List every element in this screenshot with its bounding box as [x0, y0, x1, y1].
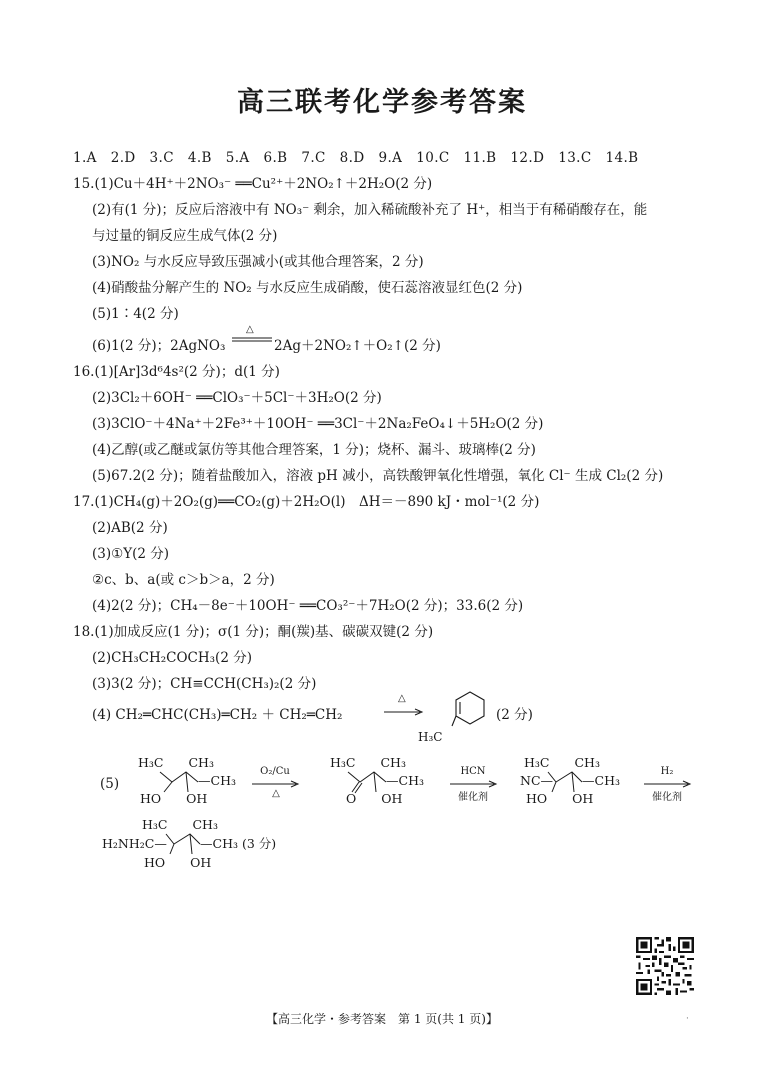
s2-middle: —CH₃	[386, 773, 424, 788]
q18-line-4: (4) CH₂═CHC(CH₃)═CH₂ ＋ CH₂═CH₂	[92, 707, 343, 723]
arrow3	[644, 780, 692, 788]
q17-line-4: ②c、b、a(或 c＞b＞a，2 分)	[92, 572, 275, 588]
s3-middle-right: —CH₃	[582, 773, 620, 788]
q18-line-3: (3)3(2 分)；CH≡CCH(CH₃)₂(2 分)	[92, 676, 317, 692]
s3-top: H₃C CH₃	[524, 755, 600, 770]
q15-line-7b: 2Ag＋2NO₂↑＋O₂↑(2 分)	[274, 338, 441, 354]
q18-line-2: (2)CH₃CH₂COCH₃(2 分)	[92, 650, 252, 666]
q15-line-7a: (6)1(2 分)；2AgNO₃	[92, 338, 226, 354]
q16-line-2: (2)3Cl₂＋6OH⁻ ══ClO₃⁻＋5Cl⁻＋3H₂O(2 分)	[92, 390, 382, 406]
s3-middle-left: NC—	[520, 773, 554, 788]
arrow2-top: HCN	[460, 766, 486, 777]
qr-code	[636, 937, 694, 995]
q16-line-4: (4)乙醇(或乙醚或氯仿等其他合理答案，1 分)；烧杯、漏斗、玻璃棒(2 分)	[92, 442, 536, 458]
q17-line-1: 17.(1)CH₄(g)＋2O₂(g)══CO₂(g)＋2H₂O(l) ΔH＝－890 kJ・mol⁻¹(2 分)	[73, 494, 540, 510]
arrow2-bottom: 催化剂	[458, 792, 488, 803]
arrow1-bottom: △	[272, 788, 280, 799]
q15-heat-condition: △	[246, 324, 254, 335]
q16-line-1: 16.(1)[Ar]3d⁶4s²(2 分)；d(1 分)	[73, 364, 280, 380]
q16-line-5: (5)67.2(2 分)；随着盐酸加入，溶液 pH 减小，高铁酸钾氧化性增强，氧化 Cl⁻ 生成 Cl₂(2 分)	[92, 468, 664, 484]
s3-bottom: HO OH	[526, 791, 594, 806]
arrow1-top: O₂/Cu	[260, 766, 290, 777]
q15-line-5: (4)硝酸盐分解产生的 NO₂ 与水反应生成硝酸，使石蕊溶液显红色(2 分)	[92, 280, 523, 296]
q15-line-6: (5)1∶4(2 分)	[92, 306, 179, 322]
q15-line-1: 15.(1)Cu＋4H⁺＋2NO₃⁻ ══Cu²⁺＋2NO₂↑＋2H₂O(2 分)	[73, 176, 433, 192]
page-mark: ·	[686, 1014, 689, 1024]
q15-line-3: 与过量的铜反应生成气体(2 分)	[92, 228, 278, 244]
s4-middle-right: —CH₃ (3 分)	[200, 836, 277, 851]
arrow2	[450, 780, 498, 788]
s2-top: H₃C CH₃	[330, 755, 406, 770]
q18-4-score: (2 分)	[496, 707, 533, 723]
arrow3-bottom: 催化剂	[652, 792, 682, 803]
cyclohexene-methyl: H₃C	[418, 730, 443, 744]
q18-line-1: 18.(1)加成反应(1 分)；σ(1 分)；酮(羰)基、碳碳双键(2 分)	[73, 624, 434, 640]
q17-line-3: (3)①Y(2 分)	[92, 546, 170, 562]
s1-top: H₃C CH₃	[138, 755, 214, 770]
choice-answers: 1.A 2.D 3.C 4.B 5.A 6.B 7.C 8.D 9.A 10.C 11.B 12.D 13.C 14.B	[73, 150, 639, 166]
s1-middle: —CH₃	[198, 773, 236, 788]
s4-top: H₃C CH₃	[142, 817, 218, 832]
arrow1	[252, 780, 300, 788]
q15-equals-sign	[232, 336, 272, 344]
arrow3-top: H₂	[660, 766, 674, 777]
q17-line-5: (4)2(2 分)；CH₄－8e⁻＋10OH⁻ ══CO₃²⁻＋7H₂O(2 分)；33.6(2 分)	[92, 598, 524, 614]
page-title: 高三联考化学参考答案	[237, 87, 527, 118]
page-footer: 【高三化学・参考答案 第 1 页(共 1 页)】	[266, 1012, 498, 1026]
q15-line-2: (2)有(1 分)；反应后溶液中有 NO₃⁻ 剩余，加入稀硫酸补充了 H⁺，相当于有稀硝酸存在，能	[92, 202, 648, 218]
s1-bottom: HO OH	[140, 791, 208, 806]
q16-line-3: (3)3ClO⁻＋4Na⁺＋2Fe³⁺＋10OH⁻ ══3Cl⁻＋2Na₂FeO₄↓＋5H₂O(2 分)	[92, 416, 544, 432]
cyclohexene-structure	[452, 690, 496, 734]
q17-line-2: (2)AB(2 分)	[92, 520, 168, 536]
s2-bottom: O OH	[346, 791, 403, 806]
s4-middle-left: H₂NH₂C—	[102, 836, 167, 851]
q18-4-arrow	[384, 708, 424, 716]
s4-bottom: HO OH	[144, 855, 212, 870]
q15-line-4: (3)NO₂ 与水反应导致压强减小(或其他合理答案，2 分)	[92, 254, 424, 270]
q18-5-label: (5)	[100, 776, 120, 792]
q18-4-heat-condition: △	[398, 693, 406, 704]
